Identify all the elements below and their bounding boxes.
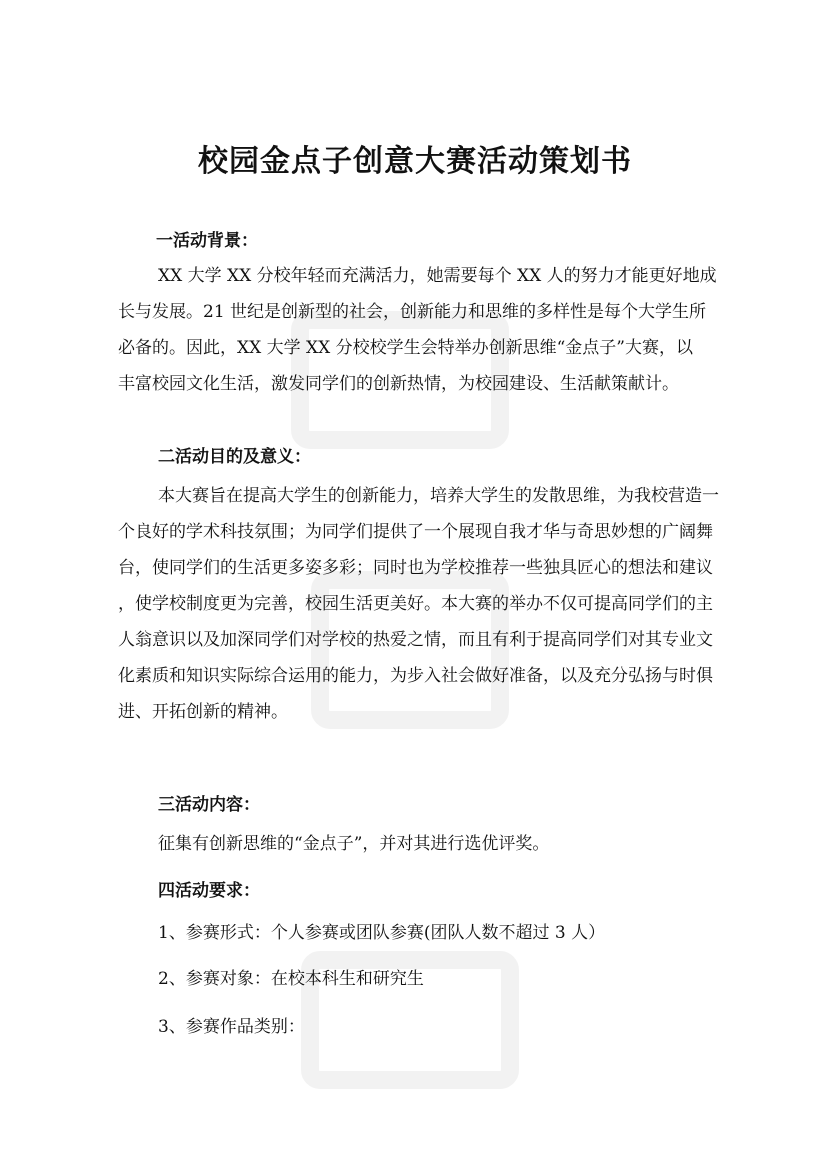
section-requirements [118,876,718,901]
requirement-item: 2、参赛对象：在校本科生和研究生 [158,969,424,989]
paragraph-line: 化素质和知识实际综合运用的能力，为步入社会做好准备，以及充分弘扬与时俱 [118,666,713,686]
requirement-item: 1、参赛形式：个人参赛或团队参赛(团队人数不超过 3 人） [158,923,606,943]
section-content-body [118,826,718,862]
section-background [118,226,718,251]
paragraph-line: 必备的。因此，XX 大学 XX 分校校学生会特举办创新思维“金点子”大赛，以 [118,338,694,358]
paragraph-line: 本大赛旨在提高大学生的创新能力，培养大学生的发散思维，为我校营造一 [158,486,719,506]
section-purpose-body [118,478,718,730]
paragraph-line: 征集有创新思维的“金点子”，并对其进行选优评奖。 [158,834,550,854]
section-purpose [118,442,718,467]
paragraph-line: 个良好的学术科技氛围；为同学们提供了一个展现自我才华与奇思妙想的广阔舞 [118,522,713,542]
paragraph-line: 丰富校园文化生活，激发同学们的创新热情，为校园建设、生活献策献计。 [118,374,679,394]
paragraph-line: 人翁意识以及加深同学们对学校的热爱之情，而且有利于提高同学们对其专业文 [118,630,713,650]
requirement-item: 3、参赛作品类别： [158,1017,305,1037]
section-heading: 四活动要求： [158,881,260,901]
document-title: 校园金点子创意大赛活动策划书 [198,144,632,179]
section-heading: 二活动目的及意义： [158,447,311,467]
section-heading: 一活动背景： [156,231,258,251]
paragraph-line: 台，使同学们的生活更多姿多彩；同时也为学校推荐一些独具匠心的想法和建议 [118,558,713,578]
section-heading: 三活动内容： [158,795,260,815]
section-background-body [118,258,718,402]
paragraph-line: ，使学校制度更为完善，校园生活更美好。本大赛的举办不仅可提高同学们的主 [118,594,713,614]
paragraph-line: 进、开拓创新的精神。 [118,702,288,722]
paragraph-line: XX 大学 XX 分校年轻而充满活力，她需要每个 XX 人的努力才能更好地成 [158,266,717,286]
paragraph-line: 长与发展。21 世纪是创新型的社会，创新能力和思维的多样性是每个大学生所 [118,302,707,322]
section-content [118,790,718,815]
